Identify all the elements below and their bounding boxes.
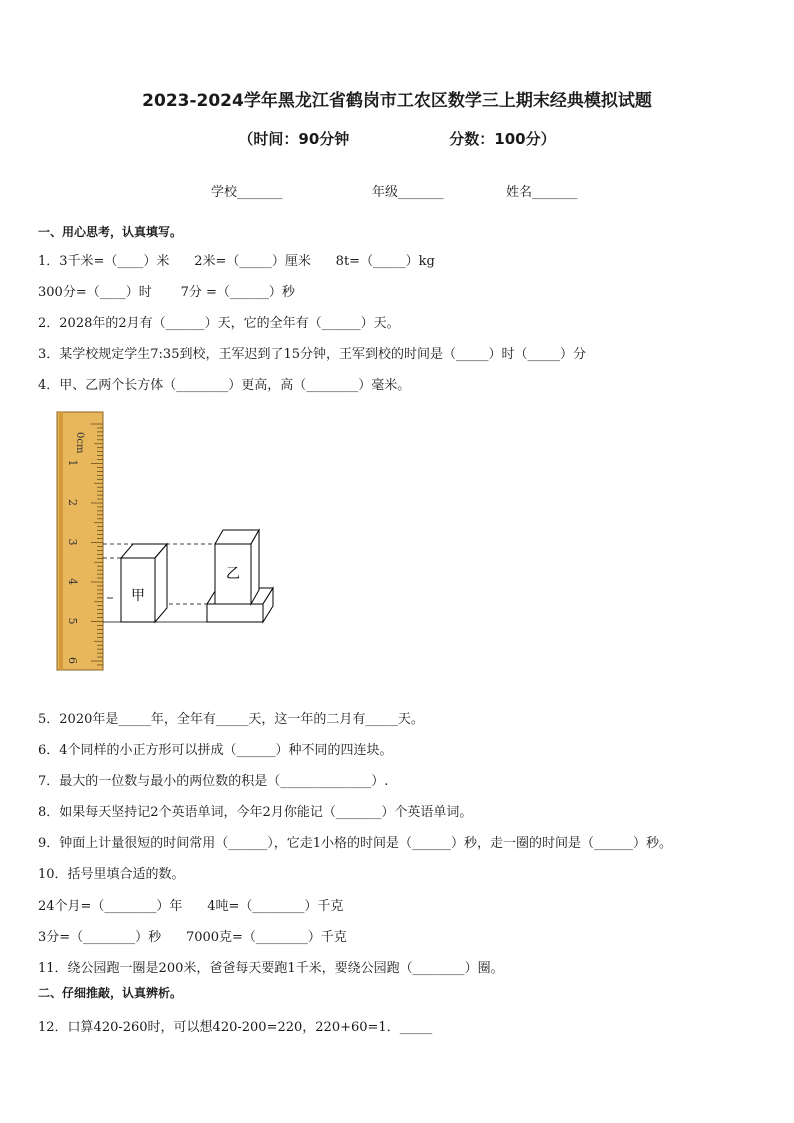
box-b-label: 乙	[226, 566, 240, 582]
grade-field[interactable]: 年级_______	[372, 185, 444, 200]
question-4: 4．甲、乙两个长方体（________）更高，高（________）毫米。	[38, 378, 411, 393]
exam-meta	[0, 128, 794, 149]
question-9: 9．钟面上计量很短的时间常用（______），它走1小格的时间是（______）秒，走一圈的时间是（______）秒。	[38, 836, 673, 851]
section-1-heading: 一、用心思考，认真填写。	[38, 225, 183, 239]
question-6: 6．4个同样的小正方形可以拼成（______）种不同的四连块。	[38, 743, 393, 758]
question-1-a: 1．3千米=（____）米 2米=（_____）厘米 8t=（_____）kg	[38, 254, 435, 269]
ruler-number: 3	[66, 538, 79, 546]
question-10-a: 24个月=（________）年 4吨=（________）千克	[38, 899, 344, 914]
question-3: 3．某学校规定学生7:35到校，王军迟到了15分钟，王军到校的时间是（_____）时（_____）分	[38, 347, 587, 362]
ruler-number: 4	[66, 578, 79, 585]
question-1-b: 300分=（____）时 7分 =（______）秒	[38, 285, 295, 300]
ruler-number: 2	[66, 499, 79, 506]
section-2-heading: 二、仔细推敲，认真辨析。	[38, 986, 183, 1000]
ruler-figure	[55, 410, 295, 672]
school-field[interactable]: 学校_______	[211, 185, 283, 200]
exam-time: （时间：90分钟	[238, 130, 350, 148]
page-title: 2023-2024学年黑龙江省鹤岗市工农区数学三上期末经典模拟试题	[142, 91, 652, 111]
question-7: 7．最大的一位数与最小的两位数的积是（______________）.	[38, 774, 389, 789]
ruler-edge	[59, 412, 63, 670]
ruler-number: 1	[66, 459, 79, 467]
ruler-number: 6	[66, 657, 79, 664]
question-11: 11．绕公园跑一圈是200米，爸爸每天要跑1千米，要绕公园跑（________）圈。	[38, 961, 504, 976]
question-2: 2．2028年的2月有（______）天，它的全年有（______）天。	[38, 316, 400, 331]
question-10: 10．括号里填合适的数。	[38, 867, 185, 882]
question-5: 5．2020年是_____年，全年有_____天，这一年的二月有_____天。	[38, 712, 424, 727]
question-12: 12．口算420-260时，可以想420-200=220，220+60=1．_____	[38, 1020, 433, 1035]
box-a-label: 甲	[131, 588, 145, 604]
question-8: 8．如果每天坚持记2个英语单词，今年2月你能记（_______）个英语单词。	[38, 805, 473, 820]
name-field[interactable]: 姓名_______	[506, 185, 578, 200]
exam-score: 分数：100分）	[449, 130, 556, 148]
box-a	[121, 544, 167, 622]
question-10-b: 3分=（________）秒 7000克=（________）千克	[38, 930, 347, 945]
ruler-number: 5	[66, 617, 79, 625]
ruler-unit-label: 0cm	[74, 432, 85, 454]
